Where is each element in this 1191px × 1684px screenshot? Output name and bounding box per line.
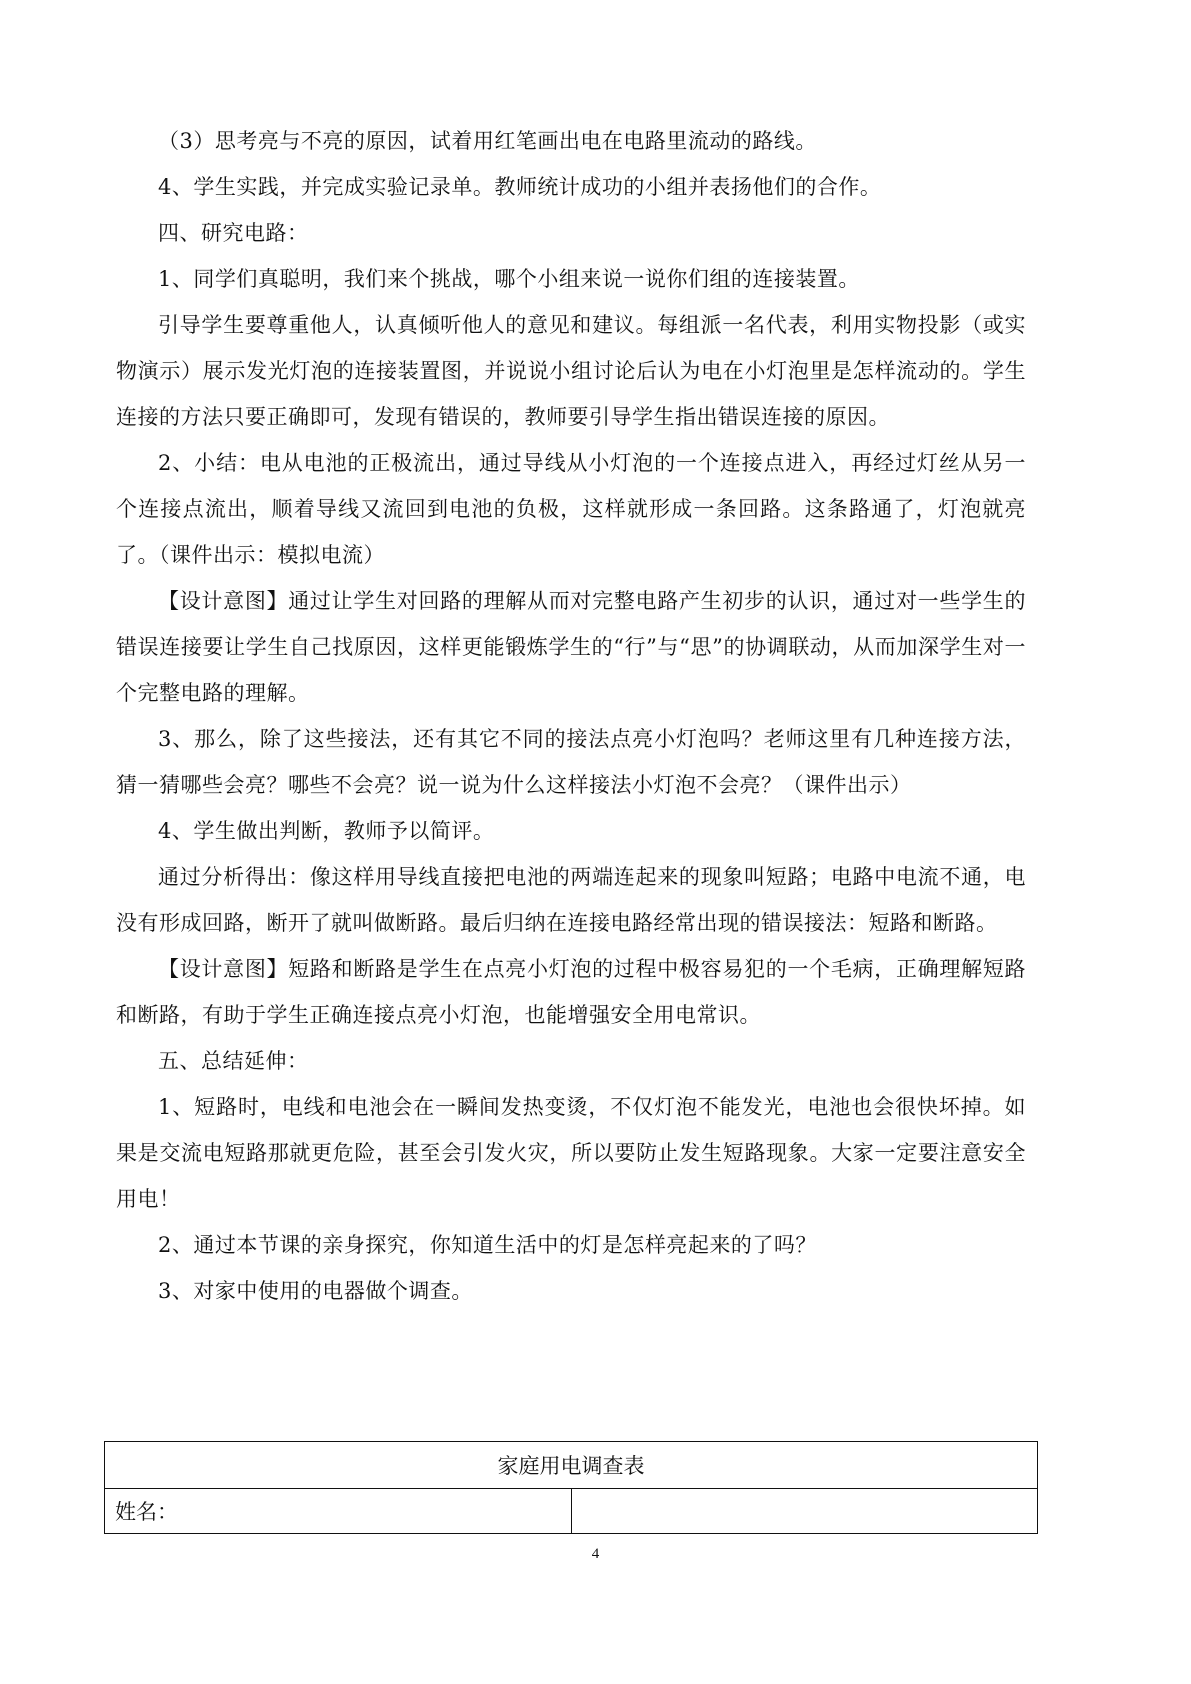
paragraph-guide-students: 引导学生要尊重他人，认真倾听他人的意见和建议。每组派一名代表，利用实物投影（或实物演示）展示发光灯泡的连接装置图，并说说小组讨论后认为电在小灯泡里是怎样流动的。学生连接的方法只要正确即可，发现有错误的，教师要引导学生指出错误连接的原因。 (116, 313, 1026, 429)
section-heading-summary-extension: 五、总结延伸： (158, 1049, 309, 1073)
paragraph-other-connections: 3、那么，除了这些接法，还有其它不同的接法点亮小灯泡吗？老师这里有几种连接方法，猜一猜哪些会亮？哪些不会亮？说一说为什么这样接法小灯泡不会亮？（课件出示） (116, 727, 1026, 797)
document-body (116, 118, 1026, 1314)
paragraph-survey-task: 3、对家中使用的电器做个调查。 (158, 1279, 473, 1303)
table-row (105, 1489, 1038, 1534)
paragraph-step-3-think: （3）思考亮与不亮的原因，试着用红笔画出电在电路里流动的路线。 (158, 129, 817, 153)
paragraph-student-judgement: 4、学生做出判断，教师予以简评。 (158, 819, 495, 843)
section-heading-research-circuit: 四、研究电路： (158, 221, 309, 245)
paragraph-summary: 2、小结：电从电池的正极流出，通过导线从小灯泡的一个连接点进入，再经过灯丝从另一个连接点流出，顺着导线又流回到电池的负极，这样就形成一条回路。这条路通了，灯泡就亮了。（课件出示：模拟电流） (116, 451, 1026, 567)
page-number: 4 (591, 1546, 600, 1562)
household-electricity-survey-table (104, 1441, 1038, 1534)
paragraph-short-circuit-danger: 1、短路时，电线和电池会在一瞬间发热变烫，不仅灯泡不能发光，电池也会很快坏掉。如果是交流电短路那就更危险，甚至会引发火灾，所以要防止发生短路现象。大家一定要注意安全用电！ (116, 1095, 1026, 1211)
paragraph-analysis: 通过分析得出：像这样用导线直接把电池的两端连起来的现象叫短路；电路中电流不通，电没有形成回路，断开了就叫做断路。最后归纳在连接电路经常出现的错误接法：短路和断路。 (116, 865, 1026, 935)
name-label-cell: 姓名： (105, 1489, 572, 1534)
paragraph-design-intent-1: 【设计意图】通过让学生对回路的理解从而对完整电路产生初步的认识，通过对一些学生的错误连接要让学生自己找原因，这样更能锻炼学生的“行”与“思”的协调联动，从而加深学生对一个完整电路的理解。 (116, 589, 1026, 705)
table-title: 家庭用电调查表 (105, 1442, 1038, 1489)
paragraph-design-intent-2: 【设计意图】短路和断路是学生在点亮小灯泡的过程中极容易犯的一个毛病，正确理解短路和断路，有助于学生正确连接点亮小灯泡，也能增强安全用电常识。 (116, 957, 1026, 1027)
paragraph-challenge: 1、同学们真聪明，我们来个挑战，哪个小组来说一说你们组的连接装置。 (158, 267, 860, 291)
paragraph-reflection-question: 2、通过本节课的亲身探究，你知道生活中的灯是怎样亮起来的了吗？ (158, 1233, 817, 1257)
table-row (105, 1442, 1038, 1489)
paragraph-step-4-practice: 4、学生实践，并完成实验记录单。教师统计成功的小组并表扬他们的合作。 (158, 175, 882, 199)
name-value-cell (571, 1489, 1038, 1534)
